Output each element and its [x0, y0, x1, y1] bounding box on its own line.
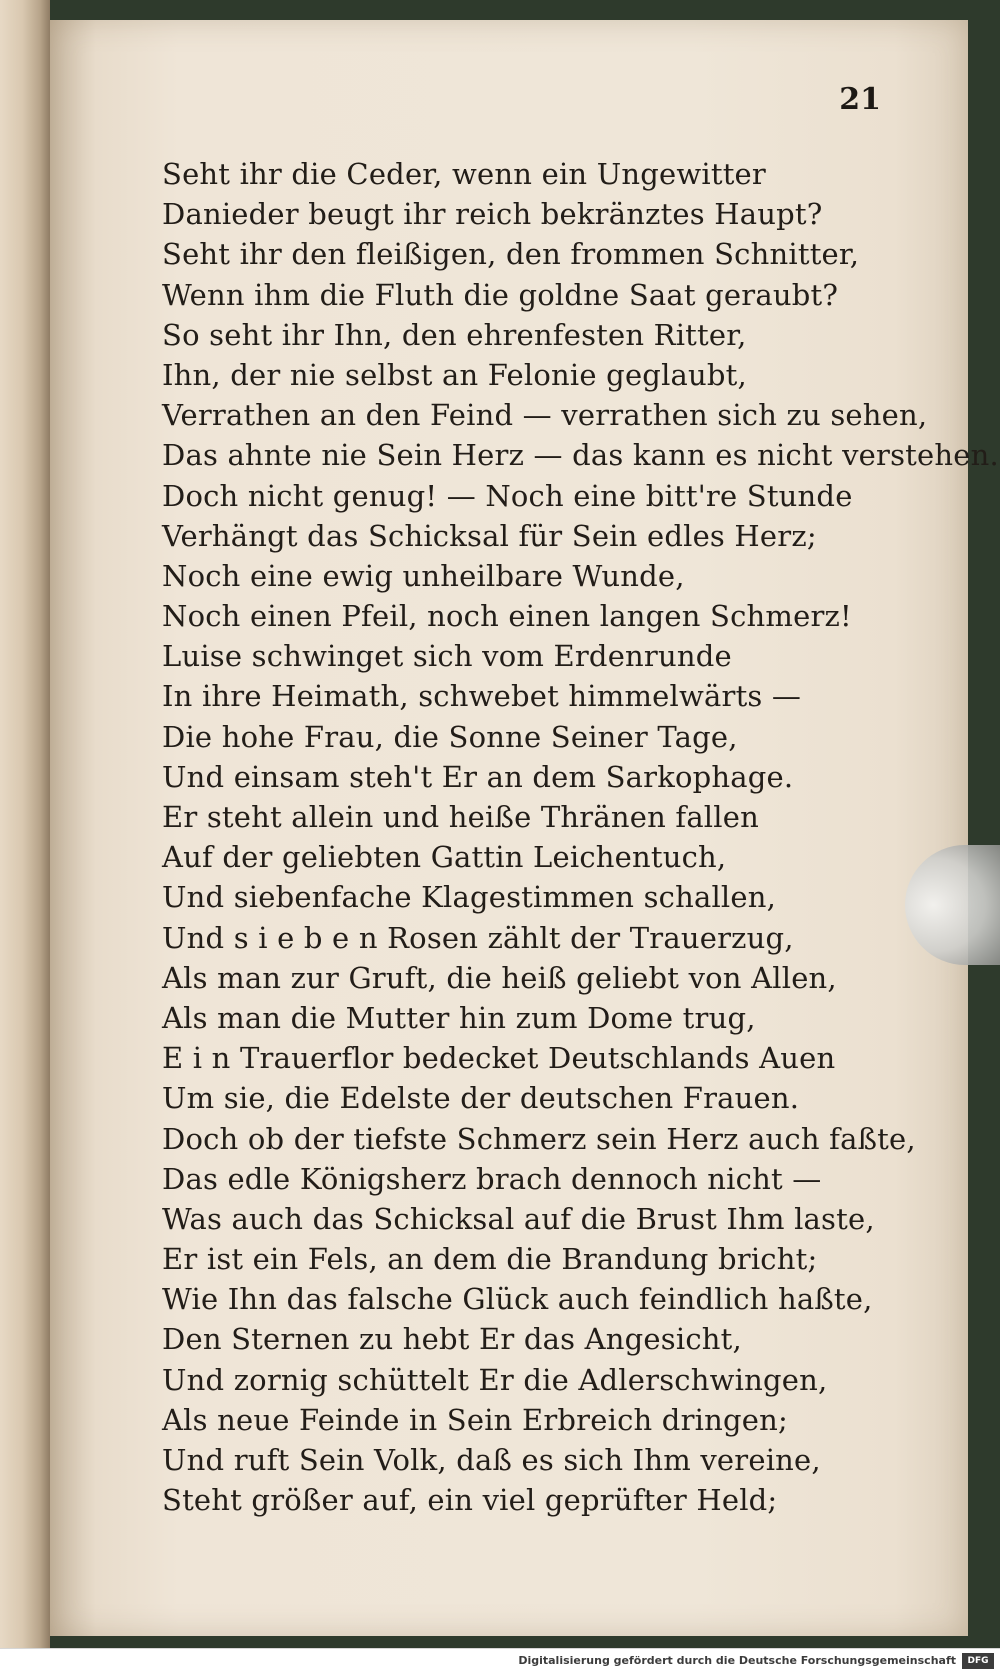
poem-line: Wie Ihn das falsche Glück auch feindlich haßte, [162, 1282, 873, 1317]
poem-line: Ihn, der nie selbst an Felonie geglaubt, [162, 357, 747, 392]
book-page [50, 20, 999, 1636]
poem-line: Als man die Mutter hin zum Dome trug, [162, 1000, 756, 1035]
poem-line: Was auch das Schicksal auf die Brust Ihm laste, [162, 1201, 875, 1236]
poem-line: Noch einen Pfeil, noch einen langen Schmerz! [162, 599, 852, 634]
poem-line: So seht ihr Ihn, den ehrenfesten Ritter, [162, 317, 747, 352]
poem-line: Verrathen an den Feind — verrathen sich zu sehen, [162, 398, 928, 433]
poem-text [162, 154, 999, 1520]
poem-line: Und siebenfache Klagestimmen schallen, [162, 880, 777, 915]
poem-line: Um sie, die Edelste der deutschen Frauen. [162, 1081, 800, 1116]
poem-line: Und zornig schüttelt Er die Adlerschwingen, [162, 1362, 828, 1397]
poem-line: Verhängt das Schicksal für Sein edles Herz; [162, 518, 817, 553]
poem-line: Wenn ihm die Fluth die goldne Saat geraubt? [162, 277, 839, 312]
poem-line: Und einsam steh't Er an dem Sarkophage. [162, 759, 794, 794]
poem-line: Doch nicht genug! — Noch eine bitt're Stunde [162, 478, 853, 513]
poem-line: In ihre Heimath, schwebet himmelwärts — [162, 679, 802, 714]
dfg-logo-icon: DFG [962, 1653, 994, 1669]
poem-line: Als neue Feinde in Sein Erbreich dringen; [162, 1402, 788, 1437]
poem-line: Er steht allein und heiße Thränen fallen [162, 800, 759, 834]
previous-page-edge [0, 0, 50, 1648]
poem-line: Auf der geliebten Gattin Leichentuch, [162, 840, 727, 875]
poem-line: Seht ihr den fleißigen, den frommen Schnitter, [162, 237, 860, 272]
poem-line: Luise schwinget sich vom Erdenrunde [162, 639, 732, 674]
poem-line: Danieder beugt ihr reich bekränztes Haupt? [162, 197, 823, 232]
poem-line: Als man zur Gruft, die heiß geliebt von Allen, [162, 960, 837, 995]
poem-line: Das edle Königsherz brach dennoch nicht — [162, 1161, 822, 1196]
poem-line: Die hohe Frau, die Sonne Seiner Tage, [162, 719, 738, 754]
poem-line: Das ahnte nie Sein Herz — das kann es nicht verstehen. [162, 438, 999, 473]
page-number: 21 [839, 82, 881, 117]
poem-line: Steht größer auf, ein viel geprüfter Held; [162, 1483, 778, 1518]
poem-line: Seht ihr die Ceder, wenn ein Ungewitter [162, 157, 766, 191]
poem-line: Er ist ein Fels, an dem die Brandung bricht; [162, 1242, 818, 1277]
digitization-footer [0, 1648, 1000, 1675]
poem-line: Und ruft Sein Volk, daß es sich Ihm vereine, [162, 1443, 821, 1477]
poem-line: E i n Trauerflor bedecket Deutschlands Auen [162, 1041, 836, 1076]
poem-line: Den Sternen zu hebt Er das Angesicht, [162, 1322, 742, 1357]
poem-line: Und s i e b e n Rosen zählt der Trauerzug, [162, 920, 794, 955]
poem-line: Noch eine ewig unheilbare Wunde, [162, 558, 685, 593]
poem-line: Doch ob der tiefste Schmerz sein Herz auch faßte, [162, 1121, 916, 1156]
funding-credit: Digitalisierung gefördert durch die Deutsche Forschungsgemeinschaft [518, 1654, 956, 1667]
